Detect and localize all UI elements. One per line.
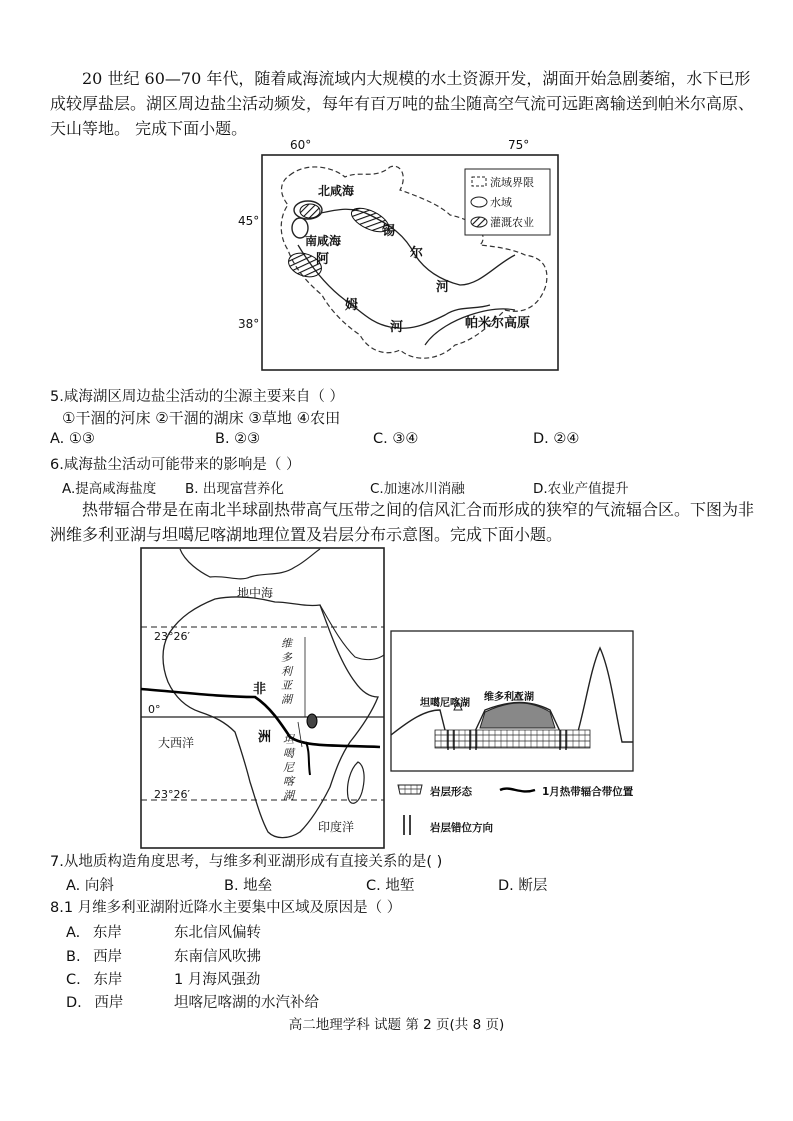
equator-label: 0° [148, 703, 161, 716]
south-aral-label: 南咸海 [305, 234, 342, 248]
q8-d-side: 西岸 [94, 995, 124, 1011]
legend-water-label: 水域 [490, 196, 512, 209]
syr-char-3: 河 [436, 280, 450, 295]
passage-1: 20 世纪 60—70 年代，随着咸海流域内大规模的水土资源开发，湖面开始急剧萎缩，水下已形成较厚盐层。湖区周边盐尘活动频发，每年有百万吨的盐尘随高空气流可远距离输送到帕米尔高原、天山等地。 完成下面小题。 [50, 69, 755, 138]
victoria-char-5: 湖 [281, 693, 292, 706]
q8-a-side: 东岸 [92, 925, 122, 941]
q7-option-d[interactable]: D. 断层 [498, 878, 548, 894]
victoria-char-1: 维 [281, 637, 292, 650]
q8-c-letter: C. [66, 972, 81, 988]
victoria-char-4: 亚 [281, 679, 292, 692]
q6-option-d[interactable]: D.农业产值提升 [533, 481, 629, 497]
q5-option-d[interactable]: D. ②④ [533, 431, 580, 447]
legend-fault-label: 岩层错位方向 [430, 822, 493, 834]
section-rock-layers [435, 730, 590, 748]
legend-irrigation-label: 灌溉农业 [490, 216, 534, 229]
africa-char-1: 非 [253, 682, 267, 697]
atlantic-label: 大西洋 [158, 736, 195, 750]
q6-option-c[interactable]: C.加速冰川消融 [370, 481, 465, 497]
rift-cross-section [390, 630, 640, 845]
lake-victoria [307, 714, 317, 728]
legend-fault-symbol [404, 815, 410, 835]
aral-sea-map [238, 135, 570, 375]
tanganyika-char-1: 坦 [283, 733, 294, 746]
amu-char-3: 河 [390, 320, 404, 335]
pamir-label: 帕米尔高原 [465, 316, 531, 331]
passage-2: 热带辐合带是在南北半球副热带高气压带之间的信风汇合而形成的狭窄的气流辐合区。下图为非洲维多利亚湖与坦噶尼喀湖地理位置及岩层分布示意图。完成下面小题。 [50, 500, 755, 544]
q8-c-reason: 1 月海风强劲 [174, 972, 261, 988]
tanganyika-char-2: 噶 [283, 747, 294, 760]
q8-option-c[interactable] [66, 968, 261, 989]
q5-option-a[interactable]: A. ①③ [50, 431, 95, 447]
q8-a-letter: A. [66, 925, 81, 941]
africa-char-2: 洲 [258, 730, 272, 745]
section-victoria-label: 维多利亚湖 [484, 692, 534, 703]
tanganyika-char-5: 湖 [283, 789, 294, 802]
irrigation-delta [300, 204, 320, 218]
q7-option-a[interactable]: A. 向斜 [66, 878, 114, 894]
q6-stem: 6.咸海盐尘活动可能带来的影响是（ ） [50, 457, 301, 473]
victoria-char-3: 利 [281, 665, 292, 678]
q8-c-side: 东岸 [93, 972, 123, 988]
legend-irrigation-symbol [471, 217, 487, 227]
mediterranean-label: 地中海 [237, 586, 274, 600]
lon-60-label: 60° [290, 138, 312, 152]
legend-basin-label: 流域界限 [490, 176, 534, 189]
q7-option-c[interactable]: C. 地堑 [366, 878, 415, 894]
north-aral-label: 北咸海 [318, 184, 355, 198]
legend-rock-label: 岩层形态 [430, 786, 472, 798]
legend-rock-symbol [398, 785, 422, 794]
q7-option-b[interactable]: B. 地垒 [224, 878, 273, 894]
africa-map [140, 547, 385, 849]
tropic-s-label: 23°26′ [154, 788, 190, 801]
q8-option-b[interactable] [66, 945, 261, 966]
lat-45-label: 45° [238, 214, 260, 228]
tropic-n-label: 23°26′ [154, 630, 190, 643]
q8-d-reason: 坦喀尼喀湖的水汽补给 [174, 995, 319, 1011]
syr-char-2: 尔 [410, 246, 424, 261]
q8-b-letter: B. [66, 949, 81, 965]
q7-stem: 7.从地质构造角度思考，与维多利亚湖形成有直接关系的是( ) [50, 854, 443, 870]
q5-option-c[interactable]: C. ③④ [373, 431, 419, 447]
q8-a-reason: 东北信风偏转 [174, 925, 261, 941]
q8-option-d[interactable] [66, 991, 319, 1012]
q8-stem: 8.1 月维多利亚湖附近降水主要集中区域及原因是（ ） [50, 900, 402, 916]
q5-items: ①干涸的河床 ②干涸的湖床 ③草地 ④农田 [62, 409, 341, 427]
q8-d-letter: D. [66, 995, 82, 1011]
lat-38-label: 38° [238, 317, 260, 331]
tanganyika-char-3: 尼 [283, 761, 294, 774]
indian-ocean-label: 印度洋 [318, 820, 355, 834]
legend-itcz-symbol [500, 789, 535, 792]
legend-itcz-label: 1月热带辐合带位置 [542, 786, 634, 798]
q8-option-a[interactable] [66, 921, 261, 942]
section-tanganyika-label: 坦噶尼喀湖 [420, 698, 470, 709]
legend-water-symbol [471, 197, 487, 207]
victoria-char-2: 多 [281, 651, 292, 664]
lon-75-label: 75° [508, 138, 530, 152]
q8-b-reason: 东南信风吹拂 [174, 949, 261, 965]
q6-option-a[interactable]: A.提高咸海盐度 [62, 481, 157, 497]
q8-b-side: 西岸 [93, 949, 123, 965]
page-footer: 高二地理学科 试题 第 2 页(共 8 页) [288, 1017, 505, 1033]
amu-char-1: 阿 [316, 252, 330, 267]
syr-char-1: 锡 [382, 224, 396, 239]
q5-stem: 5.咸海湖区周边盐尘活动的尘源主要来自（ ） [50, 389, 344, 405]
q6-option-b[interactable]: B. 出现富营养化 [185, 481, 284, 497]
q5-option-b[interactable]: B. ②③ [215, 431, 261, 447]
tanganyika-char-4: 喀 [283, 775, 294, 788]
amu-char-2: 姆 [345, 298, 359, 313]
